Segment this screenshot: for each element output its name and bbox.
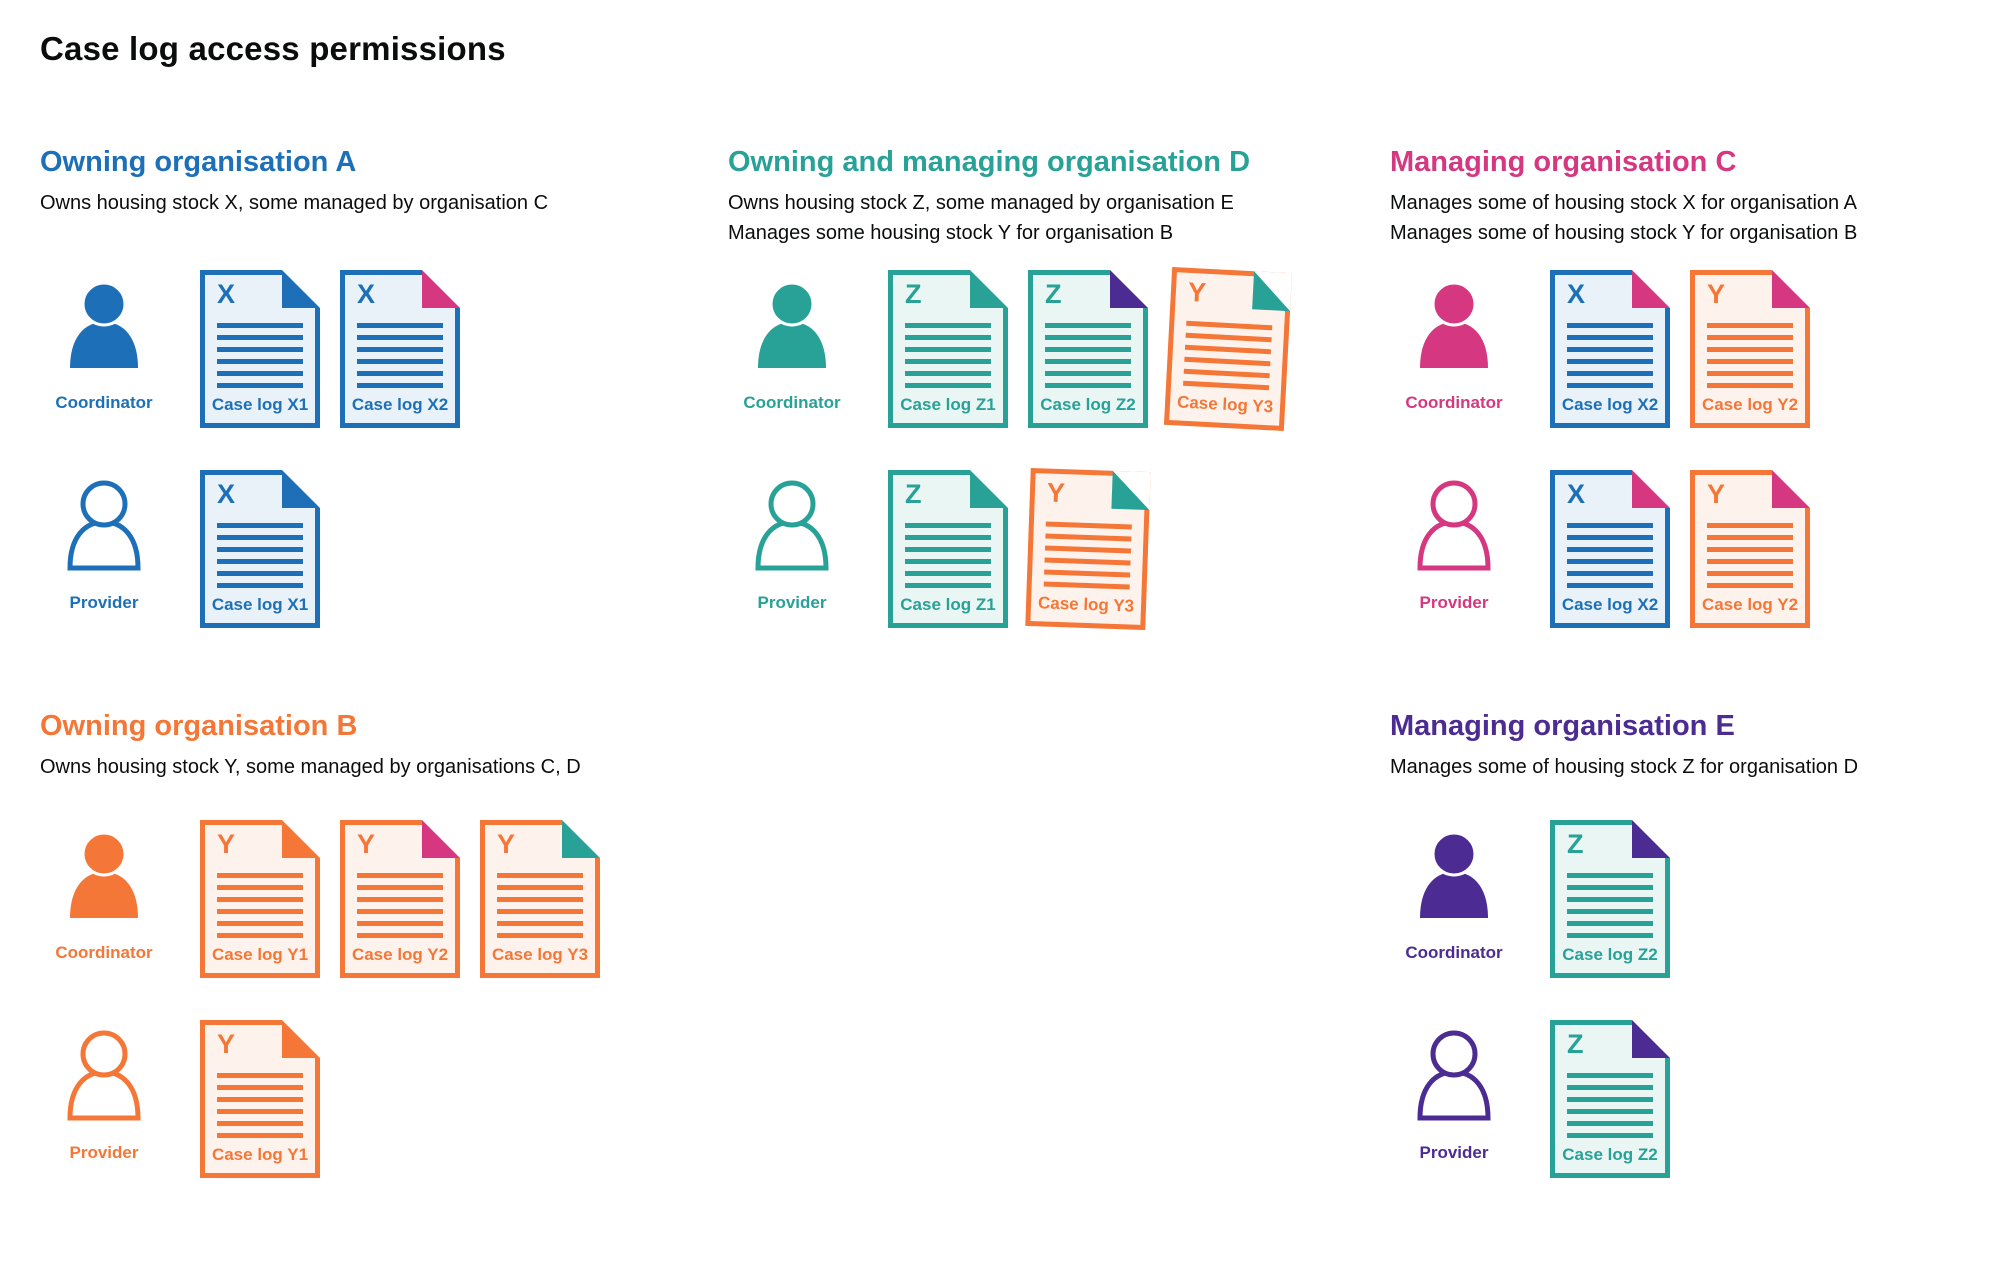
section-description [1390, 188, 2000, 248]
doc-letter: X [357, 279, 376, 309]
doc-text-lines [1567, 323, 1653, 395]
doc-text-lines [1707, 323, 1793, 395]
doc-label: Case log Y3 [1037, 593, 1135, 616]
section-description-line: Manages some of housing stock Z for organisation D [1390, 756, 1859, 778]
section-org-b [40, 708, 705, 1164]
doc-text-line [1567, 897, 1653, 902]
doc-text-line [217, 1109, 303, 1114]
doc-text-line [217, 897, 303, 902]
folded-corner-icon [970, 270, 1008, 308]
doc-text-line [1567, 583, 1653, 588]
doc-text-line [905, 347, 991, 352]
doc-text-lines [497, 873, 583, 945]
doc-text-line [497, 885, 583, 890]
doc-text-line [1707, 359, 1793, 364]
doc-text-line [1567, 383, 1653, 388]
doc-text-line [217, 523, 303, 528]
provider-icon [752, 480, 832, 571]
doc-text-line [1567, 909, 1653, 914]
doc-text-line [217, 359, 303, 364]
doc-text-line [217, 909, 303, 914]
doc-text-line [1567, 873, 1653, 878]
doc-text-line [497, 933, 583, 938]
doc-text-line [905, 359, 991, 364]
section-org-d [728, 144, 1393, 616]
section-description [728, 188, 1393, 248]
doc-text-line [1707, 535, 1793, 540]
doc-text-line [497, 897, 583, 902]
folded-corner-icon [1772, 270, 1810, 308]
coordinator-figure [34, 830, 174, 963]
doc-letter: Y [1187, 276, 1207, 308]
doc-text-line [905, 559, 991, 564]
doc-text-lines [1043, 522, 1131, 597]
doc-text-line [1183, 381, 1269, 390]
doc-label: Case log Z2 [1562, 1145, 1658, 1164]
coordinator-icon [1414, 830, 1494, 921]
doc-case-log-z1 [888, 470, 1008, 628]
doc-text-line [1045, 347, 1131, 352]
doc-label: Case log X2 [1561, 595, 1659, 614]
doc-text-line [905, 535, 991, 540]
doc-text-line [217, 885, 303, 890]
doc-text-line [217, 347, 303, 352]
doc-text-line [1567, 1085, 1653, 1090]
folded-corner-icon [282, 470, 320, 508]
section-heading: Managing organisation E [1390, 710, 1735, 742]
doc-text-line [217, 323, 303, 328]
doc-text-line [357, 909, 443, 914]
doc-text-line [1567, 885, 1653, 890]
doc-text-line [357, 933, 443, 938]
folded-corner-icon [1772, 470, 1810, 508]
doc-text-line [217, 1097, 303, 1102]
folded-corner-icon [282, 1020, 320, 1058]
doc-case-log-x2 [1550, 470, 1670, 628]
doc-case-log-y3 [1164, 267, 1292, 431]
folded-corner-icon [1632, 270, 1670, 308]
doc-text-line [217, 1085, 303, 1090]
doc-text-line [1567, 571, 1653, 576]
doc-text-line [905, 371, 991, 376]
doc-letter: Y [497, 829, 516, 859]
doc-text-line [217, 921, 303, 926]
doc-text-lines [357, 323, 443, 395]
coordinator-icon [1414, 280, 1494, 371]
coordinator-figure [722, 280, 862, 413]
doc-text-line [1184, 369, 1270, 378]
doc-text-lines [217, 1073, 303, 1145]
section-description-line: Manages some of housing stock Y for organisation B [1390, 222, 1858, 244]
doc-letter: Z [905, 479, 922, 509]
doc-text-line [1184, 357, 1270, 366]
doc-text-line [357, 371, 443, 376]
doc-text-line [357, 897, 443, 902]
doc-text-line [1567, 371, 1653, 376]
doc-text-line [1567, 921, 1653, 926]
section-description-line: Manages some of housing stock X for organisation A [1390, 192, 1857, 214]
doc-case-log-x2 [1550, 270, 1670, 428]
doc-text-lines [1045, 323, 1131, 395]
doc-text-line [905, 583, 991, 588]
doc-label: Case log Z1 [900, 395, 996, 414]
doc-text-line [1567, 1073, 1653, 1078]
provider-icon [1414, 480, 1494, 571]
doc-text-line [1707, 383, 1793, 388]
coordinator-icon [752, 280, 832, 371]
section-description-line: Owns housing stock X, some managed by organisation C [40, 192, 549, 214]
provider-figure [34, 480, 174, 613]
coordinator-figure [1384, 830, 1524, 963]
doc-case-log-z2 [1550, 1020, 1670, 1178]
doc-text-line [1185, 345, 1271, 354]
section-org-e [1390, 708, 2000, 1164]
section-description-line: Owns housing stock Z, some managed by organisation E [728, 192, 1234, 214]
doc-text-line [905, 571, 991, 576]
doc-text-line [217, 371, 303, 376]
folded-corner-icon [1632, 820, 1670, 858]
doc-text-lines [905, 523, 991, 595]
section-description-line: Owns housing stock Y, some managed by organisations C, D [40, 756, 581, 778]
doc-text-line [1044, 569, 1130, 577]
doc-label: Case log Z2 [1562, 945, 1658, 964]
doc-label: Case log X1 [211, 395, 309, 414]
doc-text-line [1046, 522, 1132, 530]
section-org-c [1390, 144, 2000, 614]
doc-text-line [1567, 323, 1653, 328]
doc-text-line [497, 921, 583, 926]
doc-letter: Z [905, 279, 922, 309]
folded-corner-icon [970, 470, 1008, 508]
person-role-label: Provider [757, 593, 827, 612]
doc-case-log-y2 [1690, 270, 1810, 428]
doc-text-line [1707, 547, 1793, 552]
person-role-label: Coordinator [1405, 393, 1503, 412]
coordinator-icon [64, 830, 144, 921]
folded-corner-icon [1632, 1020, 1670, 1058]
doc-text-line [217, 583, 303, 588]
coordinator-figure [34, 280, 174, 413]
doc-label: Case log X2 [1561, 395, 1659, 414]
person-role-label: Provider [1419, 1143, 1489, 1162]
doc-text-line [1567, 523, 1653, 528]
doc-letter: Y [1707, 279, 1726, 309]
section-heading: Managing organisation C [1390, 146, 1737, 178]
doc-text-lines [1183, 321, 1273, 397]
doc-text-lines [1707, 523, 1793, 595]
doc-text-lines [357, 873, 443, 945]
doc-text-lines [1567, 523, 1653, 595]
doc-text-lines [905, 323, 991, 395]
doc-case-log-z2 [1550, 820, 1670, 978]
doc-letter: X [1567, 479, 1586, 509]
section-description [40, 188, 705, 218]
doc-text-line [497, 909, 583, 914]
folded-corner-icon [1111, 471, 1150, 510]
doc-letter: X [217, 279, 236, 309]
person-role-label: Provider [69, 1143, 139, 1162]
doc-text-line [217, 335, 303, 340]
doc-text-line [1186, 333, 1272, 342]
provider-figure [34, 1030, 174, 1163]
doc-text-line [357, 347, 443, 352]
page-title: Case log access permissions [40, 30, 506, 67]
doc-text-line [357, 383, 443, 388]
doc-text-line [1567, 1133, 1653, 1138]
doc-text-line [1567, 559, 1653, 564]
section-org-a [40, 144, 705, 614]
person-role-label: Coordinator [55, 943, 153, 962]
doc-text-line [1567, 1109, 1653, 1114]
doc-text-line [1567, 1121, 1653, 1126]
doc-label: Case log Z2 [1040, 395, 1136, 414]
folded-corner-icon [422, 820, 460, 858]
doc-text-line [217, 559, 303, 564]
doc-label: Case log Y3 [1176, 392, 1274, 417]
doc-text-line [1707, 559, 1793, 564]
folded-corner-icon [1252, 271, 1292, 311]
doc-letter: X [217, 479, 236, 509]
doc-label: Case log Y2 [351, 945, 449, 964]
doc-label: Case log Y2 [1701, 595, 1799, 614]
doc-text-line [217, 571, 303, 576]
doc-label: Case log X2 [351, 395, 449, 414]
doc-text-line [357, 885, 443, 890]
doc-text-line [357, 873, 443, 878]
section-heading: Owning and managing organisation D [728, 146, 1251, 178]
doc-text-line [905, 523, 991, 528]
doc-label: Case log Z1 [900, 595, 996, 614]
doc-text-line [357, 921, 443, 926]
doc-text-line [1045, 335, 1131, 340]
doc-text-lines [1567, 1073, 1653, 1145]
person-role-label: Coordinator [1405, 943, 1503, 962]
doc-text-line [357, 359, 443, 364]
doc-text-line [497, 873, 583, 878]
doc-text-lines [1567, 873, 1653, 945]
doc-text-line [1707, 583, 1793, 588]
doc-text-line [1707, 347, 1793, 352]
doc-letter: Z [1567, 1029, 1584, 1059]
doc-text-line [1707, 335, 1793, 340]
doc-text-line [217, 1073, 303, 1078]
doc-text-line [1045, 359, 1131, 364]
doc-label: Case log Y3 [491, 945, 589, 964]
doc-text-lines [217, 873, 303, 945]
provider-figure [1384, 480, 1524, 613]
doc-text-line [1567, 547, 1653, 552]
doc-text-line [1707, 323, 1793, 328]
doc-letter: Y [217, 1029, 236, 1059]
section-heading: Owning organisation A [40, 146, 357, 178]
doc-text-line [905, 323, 991, 328]
doc-text-line [1707, 523, 1793, 528]
doc-text-line [357, 323, 443, 328]
section-description-line: Manages some housing stock Y for organisation B [728, 222, 1174, 244]
doc-text-line [217, 535, 303, 540]
folded-corner-icon [282, 270, 320, 308]
doc-letter: X [1567, 279, 1586, 309]
doc-case-log-y2 [1690, 470, 1810, 628]
doc-text-line [905, 383, 991, 388]
provider-icon [1414, 1030, 1494, 1121]
doc-text-line [217, 873, 303, 878]
doc-text-line [1045, 383, 1131, 388]
doc-text-line [1044, 581, 1130, 589]
doc-case-log-x1 [200, 470, 320, 628]
section-description [1390, 752, 2000, 782]
doc-text-line [1567, 359, 1653, 364]
doc-case-log-x2 [340, 270, 460, 428]
section-heading: Owning organisation B [40, 710, 358, 742]
doc-text-line [1707, 371, 1793, 376]
doc-letter: Y [357, 829, 376, 859]
doc-text-line [217, 1133, 303, 1138]
doc-case-log-z1 [888, 270, 1008, 428]
doc-text-line [357, 335, 443, 340]
provider-figure [1384, 1030, 1524, 1163]
doc-text-line [1045, 323, 1131, 328]
doc-case-log-z2 [1028, 270, 1148, 428]
doc-text-line [1186, 321, 1272, 330]
doc-letter: Y [217, 829, 236, 859]
provider-figure [722, 480, 862, 613]
doc-text-lines [217, 523, 303, 595]
doc-letter: Z [1045, 279, 1062, 309]
person-role-label: Coordinator [743, 393, 841, 412]
coordinator-icon [64, 280, 144, 371]
doc-case-log-y1 [200, 820, 320, 978]
doc-text-line [1567, 1097, 1653, 1102]
doc-text-line [217, 1121, 303, 1126]
doc-label: Case log Y2 [1701, 395, 1799, 414]
doc-case-log-x1 [200, 270, 320, 428]
doc-text-line [1707, 571, 1793, 576]
doc-letter: Z [1567, 829, 1584, 859]
coordinator-figure [1384, 280, 1524, 413]
doc-text-lines [217, 323, 303, 395]
section-description [40, 752, 705, 782]
doc-letter: Y [1707, 479, 1726, 509]
doc-label: Case log X1 [211, 595, 309, 614]
doc-letter: Y [1046, 477, 1066, 509]
doc-case-log-y3 [480, 820, 600, 978]
doc-case-log-y1 [200, 1020, 320, 1178]
person-role-label: Coordinator [55, 393, 153, 412]
doc-text-line [217, 383, 303, 388]
doc-text-line [1567, 335, 1653, 340]
doc-text-line [1045, 546, 1131, 554]
provider-icon [64, 480, 144, 571]
doc-label: Case log Y1 [211, 1145, 309, 1164]
doc-case-log-y3 [1025, 468, 1150, 630]
person-role-label: Provider [69, 593, 139, 612]
doc-text-line [1045, 557, 1131, 565]
doc-text-line [1567, 535, 1653, 540]
folded-corner-icon [422, 270, 460, 308]
folded-corner-icon [1632, 470, 1670, 508]
doc-label: Case log Y1 [211, 945, 309, 964]
provider-icon [64, 1030, 144, 1121]
doc-text-line [905, 335, 991, 340]
doc-case-log-y2 [340, 820, 460, 978]
doc-text-line [1567, 347, 1653, 352]
doc-text-line [1567, 933, 1653, 938]
folded-corner-icon [282, 820, 320, 858]
doc-text-line [1045, 534, 1131, 542]
doc-text-line [217, 933, 303, 938]
doc-text-line [1045, 371, 1131, 376]
folded-corner-icon [1110, 270, 1148, 308]
folded-corner-icon [562, 820, 600, 858]
person-role-label: Provider [1419, 593, 1489, 612]
doc-text-line [905, 547, 991, 552]
doc-text-line [217, 547, 303, 552]
